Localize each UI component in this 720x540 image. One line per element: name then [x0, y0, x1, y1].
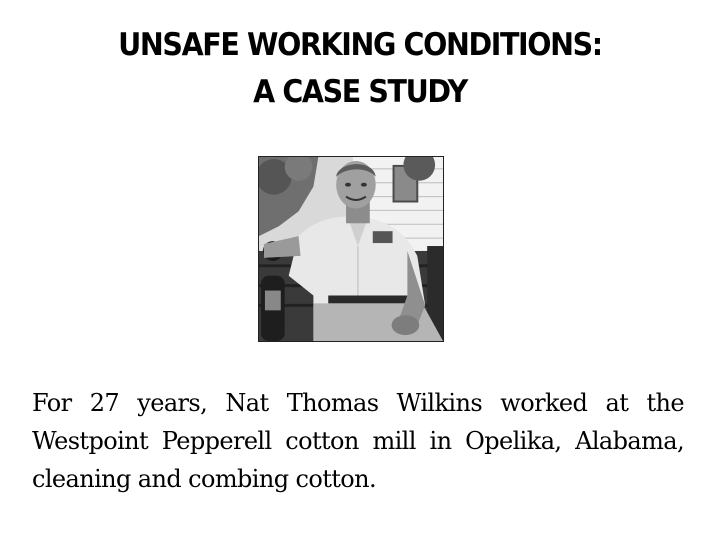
title-line-2: A CASE STUDY	[253, 74, 467, 110]
portrait-photo	[258, 156, 444, 342]
body-paragraph: For 27 years, Nat Thomas Wilkins worked at the Westpoint Pepperell cotton mill in Opelika, Alabama, cleaning and combing cotton.	[32, 389, 684, 493]
title-line-1: UNSAFE WORKING CONDITIONS:	[118, 27, 602, 63]
portrait-photo-icon	[259, 157, 443, 341]
slide-title	[29, 22, 691, 116]
